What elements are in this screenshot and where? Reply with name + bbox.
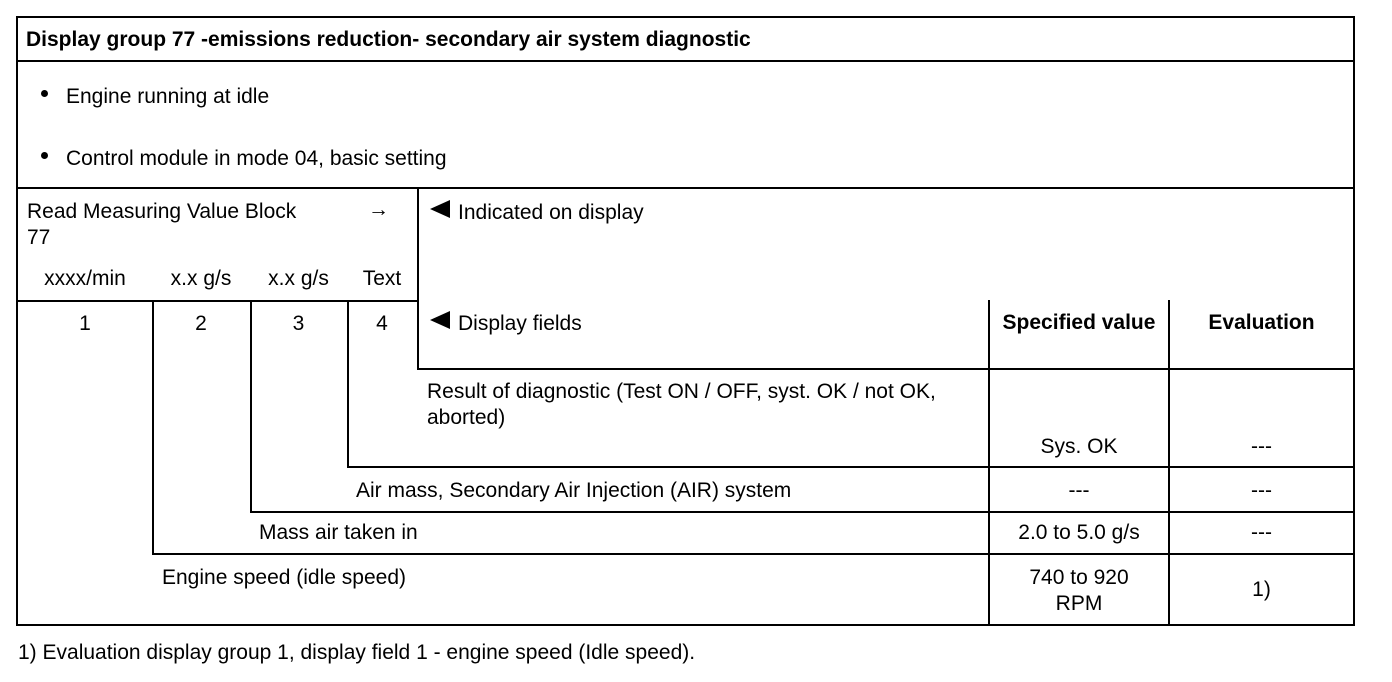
row-1-label: Engine speed (idle speed) bbox=[162, 566, 407, 589]
row-3-specified: --- bbox=[1068, 479, 1090, 502]
divider-row-3 bbox=[152, 553, 1355, 555]
border-top bbox=[16, 16, 1355, 18]
border-right bbox=[1353, 16, 1355, 626]
row-3-evaluation: --- bbox=[1251, 479, 1272, 502]
pointer-triangle-icon bbox=[430, 311, 450, 329]
condition-2: Control module in mode 04, basic setting bbox=[66, 147, 447, 170]
row-1-specified: 740 to 920 RPM bbox=[1029, 566, 1129, 615]
field-line-1 bbox=[152, 300, 154, 555]
condition-1: Engine running at idle bbox=[66, 85, 270, 108]
indicated-label: Indicated on display bbox=[458, 201, 644, 224]
specified-value-header: Specified value bbox=[1002, 311, 1156, 334]
right-arrow-icon: → bbox=[368, 198, 389, 221]
row-3-label: Air mass, Secondary Air Injection (AIR) system bbox=[356, 479, 792, 502]
footnote: 1) Evaluation display group 1, display field 1 - engine speed (Idle speed). bbox=[18, 641, 696, 664]
field-number-1: 1 bbox=[79, 312, 91, 335]
unit-field-4: Text bbox=[362, 267, 402, 290]
evaluation-header: Evaluation bbox=[1208, 311, 1315, 334]
table-title: Display group 77 -emissions reduction- secondary air system diagnostic bbox=[26, 28, 751, 51]
row-1-evaluation: 1) bbox=[1252, 578, 1271, 601]
divider-specified-col bbox=[988, 300, 990, 626]
bullet-icon bbox=[41, 152, 48, 159]
divider-title bbox=[16, 60, 1355, 62]
border-bottom bbox=[16, 624, 1355, 626]
divider-units bbox=[16, 300, 419, 302]
field-number-3: 3 bbox=[292, 312, 305, 335]
divider-row-2 bbox=[250, 511, 1355, 513]
divider-conditions bbox=[16, 187, 1355, 189]
row-2-label: Mass air taken in bbox=[259, 521, 418, 544]
block-number: 77 bbox=[27, 226, 51, 249]
row-4-specified: Sys. OK bbox=[1040, 435, 1118, 458]
field-number-4: 4 bbox=[376, 312, 388, 335]
unit-field-3: x.x g/s bbox=[268, 267, 329, 290]
divider-row-1 bbox=[347, 466, 1355, 468]
row-4-label: Result of diagnostic (Test ON / OFF, syst. OK / not OK, aborted) bbox=[427, 380, 936, 429]
bullet-icon bbox=[41, 90, 48, 97]
display-fields-label: Display fields bbox=[458, 312, 582, 335]
row-4-evaluation: --- bbox=[1251, 435, 1272, 458]
field-number-2: 2 bbox=[195, 312, 207, 335]
row-2-specified: 2.0 to 5.0 g/s bbox=[1018, 521, 1140, 544]
row-2-evaluation: --- bbox=[1251, 521, 1272, 544]
pointer-triangle-icon bbox=[430, 200, 450, 218]
unit-field-2: x.x g/s bbox=[170, 267, 232, 290]
block-label: Read Measuring Value Block bbox=[27, 200, 297, 223]
unit-field-1: xxxx/min bbox=[44, 267, 126, 290]
divider-header-row bbox=[417, 368, 1355, 370]
divider-block bbox=[417, 187, 419, 370]
